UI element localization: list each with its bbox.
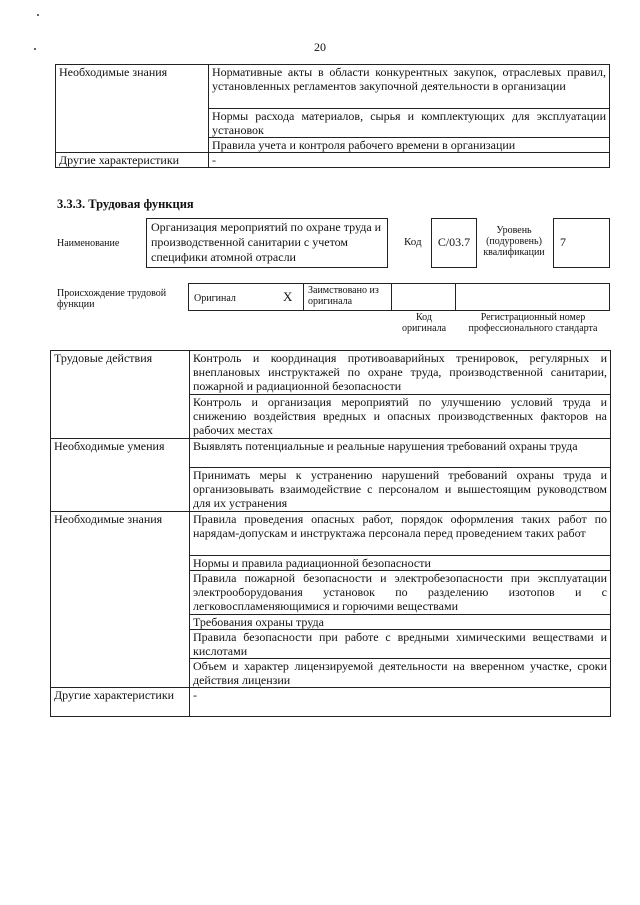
divider	[303, 283, 304, 310]
section-title: 3.3.3. Трудовая функция	[57, 197, 194, 211]
origin-label: Происхождение трудовой функции	[57, 288, 167, 310]
row-label: Трудовые действия	[51, 351, 190, 439]
original-label: Оригинал	[194, 293, 236, 304]
scan-speck	[37, 14, 39, 16]
cell-text: Правила учета и контроля рабочего времени в организации	[209, 138, 610, 153]
code-label: Код	[404, 236, 422, 248]
name-box	[146, 218, 388, 268]
table-row	[51, 351, 611, 395]
cell-text: Объем и характер лицензируемой деятельности на вверенном участке, сроки действия лицензии	[190, 659, 611, 688]
cell-text: -	[209, 153, 610, 168]
name-label: Наименование	[57, 238, 120, 249]
code-box	[431, 218, 477, 268]
original-mark: X	[283, 289, 293, 304]
reg-number-caption: Регистрационный номер профессионального стандарта	[468, 312, 598, 334]
cell-text: Правила проведения опасных работ, порядок оформления таких работ по нарядам-допускам и инструктажа персонала перед проведением таких работ	[190, 512, 611, 556]
divider	[391, 283, 392, 310]
row-label: Необходимые знания	[51, 512, 190, 688]
table-row	[51, 512, 611, 556]
table-row	[56, 153, 610, 168]
cell-text: Контроль и организация мероприятий по улучшению условий труда и снижению воздействия вредных и опасных производственных факторов на рабочих местах	[190, 395, 611, 439]
level-value: 7	[560, 235, 566, 249]
cell-text: Нормы и правила радиационной безопасности	[190, 556, 611, 571]
table-row	[51, 688, 611, 717]
origin-box	[188, 283, 610, 311]
row-label: Необходимые знания	[56, 65, 209, 153]
original-code-caption: Код оригинала	[401, 312, 447, 334]
row-label: Другие характеристики	[56, 153, 209, 168]
cell-text: Нормы расхода материалов, сырья и комплектующих для эксплуатации установок	[209, 109, 610, 138]
level-box	[553, 218, 610, 268]
level-label: Уровень (подуровень) квалификации	[483, 225, 545, 258]
cell-text: Правила пожарной безопасности и электробезопасности при эксплуатации электрооборудования установок по разделению изотопов и с легковоспламеняющимися и горючими веществами	[190, 571, 611, 615]
cell-text: Выявлять потенциальные и реальные нарушения требований охраны труда	[190, 439, 611, 468]
function-name: Организация мероприятий по охране труда и производственной санитарии с учетом специфики атомной отрасли	[151, 220, 382, 264]
page-number: 20	[314, 40, 326, 54]
divider	[455, 283, 456, 310]
table-row	[56, 65, 610, 109]
main-table	[50, 350, 611, 717]
borrowed-label: Заимствовано из оригинала	[308, 285, 379, 307]
top-table	[55, 64, 610, 168]
code-value: C/03.7	[437, 235, 471, 249]
cell-text: Контроль и координация противоаварийных тренировок, регулярных и внеплановых инструктажей по охране труда, производственной санитарии, пожарной и радиационной безопасности	[190, 351, 611, 395]
cell-text: -	[190, 688, 611, 717]
cell-text: Требования охраны труда	[190, 615, 611, 630]
row-label: Необходимые умения	[51, 439, 190, 512]
cell-text: Правила безопасности при работе с вредными химическими веществами и кислотами	[190, 630, 611, 659]
cell-text: Нормативные акты в области конкурентных закупок, отраслевых правил, установленных регламентов закупочной деятельности в организации	[209, 65, 610, 109]
table-row	[51, 439, 611, 468]
row-label: Другие характеристики	[51, 688, 190, 717]
cell-text: Принимать меры к устранению нарушений требований охраны труда и организовывать взаимодействие с персоналом и вышестоящим руководством для их устранения	[190, 468, 611, 512]
